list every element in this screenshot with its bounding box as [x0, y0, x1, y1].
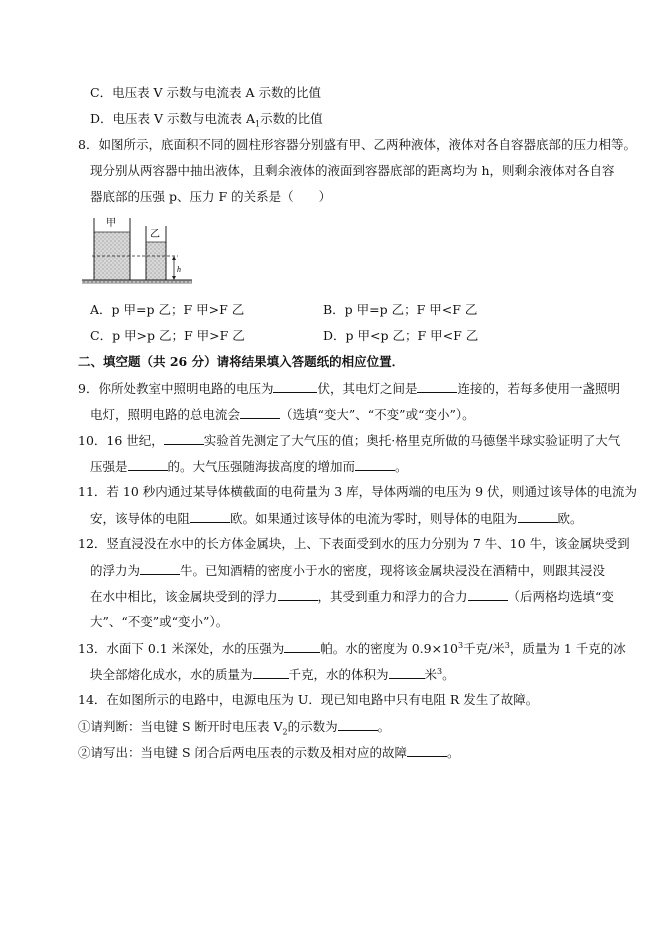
- section-2-heading: [78, 353, 404, 371]
- q8-line3-text: 器底部的压强 p、压力 F 的关系是（ ）: [90, 189, 332, 204]
- q11-text-a: 11．若 10 秒内通过某导体横截面的电荷量为 3 库，导体两端的电压为 9 伏，则通过该导体的电流为: [78, 484, 638, 499]
- q8-option-a[interactable]: [90, 301, 244, 319]
- q10-text-b: 实验首先测定了大气压的值；奥托·格里克所做的马德堡半球实验证明了大气: [203, 433, 621, 448]
- q13-text-e: 米: [424, 667, 438, 682]
- q9-blank-2[interactable]: [417, 379, 457, 393]
- label-jia: 甲: [106, 218, 116, 229]
- q13-blank-3[interactable]: [389, 665, 425, 679]
- q13-text-b3: ，质量为 1 千克的冰: [509, 641, 626, 656]
- q10-text-e: 。: [395, 459, 408, 474]
- option-c-prev-text: C．电压表 V 示数与电流表 A 示数的比值: [90, 85, 322, 100]
- q12-text-f: （后两格均选填“变: [507, 589, 614, 604]
- q13-text-d: 千克，水的体积为: [288, 667, 389, 682]
- q9-line2: [90, 405, 475, 424]
- label-yi: 乙: [150, 229, 160, 240]
- q14-text-a: 14．在如图所示的电路中，电源电压为 U．现已知电路中只有电阻 R 发生了故障。: [78, 692, 539, 707]
- q12-text-b: 的浮力为: [90, 563, 141, 578]
- q12-text-d: 在水中相比，该金属块受到的浮力: [90, 589, 278, 604]
- q8-option-b[interactable]: [323, 301, 477, 319]
- q8-line1-text: 8．如图所示，底面积不同的圆柱形容器分别盛有甲、乙两种液体，液体对各自容器底部的压力相等。: [78, 137, 636, 152]
- q13-line1: [78, 639, 626, 658]
- q13-text-b2: 千克/米: [463, 641, 505, 656]
- q14-sub-v2: 2: [282, 727, 288, 737]
- q13-text-a: 13．水面下 0.1 米深处，水的压强为: [78, 641, 285, 656]
- q12-text-g: 大”、“不变”或“变小”）。: [90, 614, 229, 629]
- q10-text-d: 的。大气压强随海拔高度的增加而: [167, 459, 356, 474]
- q12-line1: [78, 535, 630, 553]
- q11-line1: [78, 483, 637, 501]
- q13-blank-2[interactable]: [253, 665, 289, 679]
- q8-line2-text: 现分别从两容器中抽出液体，且剩余液体的液面到容器底部的距离均为 h，则剩余液体对各自容: [90, 163, 615, 178]
- q10-text-c: 压强是: [90, 459, 128, 474]
- q9-text-a: 9．你所处教室中照明电路的电压为: [78, 381, 274, 396]
- q9-line1: [78, 379, 620, 398]
- q11-text-c: 欧。如果通过该导体的电流为零时，则导体的电阻为: [230, 511, 518, 526]
- q14-blank-1[interactable]: [338, 717, 378, 731]
- q12-line4: [90, 613, 228, 631]
- q12-text-a: 12．竖直浸没在水中的长方体金属块，上、下表面受到水的压力分别为 7 牛、10 牛，该金属块受到: [78, 536, 630, 551]
- q14-line1: [78, 691, 538, 709]
- q13-sup-1: 3: [457, 640, 464, 650]
- q8-option-d-text: D．p 甲<p 乙；F 甲<F 乙: [323, 328, 479, 343]
- q13-line2: [90, 665, 455, 684]
- q10-line1: [78, 431, 620, 450]
- q11-text-b: 安，该导体的电阻: [90, 511, 191, 526]
- q12-line2: [90, 561, 605, 580]
- q14-text-c2: 。: [447, 745, 460, 760]
- q10-blank-1[interactable]: [164, 431, 204, 445]
- q12-blank-3[interactable]: [468, 587, 508, 601]
- q13-text-c: 块全部熔化成水，水的质量为: [90, 667, 253, 682]
- q8-line1: [78, 136, 636, 154]
- q8-line3: [90, 188, 331, 206]
- q12-text-c: 牛。已知酒精的密度小于水的密度，现将该金属块浸没在酒精中，则跟其浸没: [180, 563, 606, 578]
- option-d-prev: [90, 110, 323, 128]
- option-d-prev-sub: 1: [255, 119, 261, 129]
- q10-blank-2[interactable]: [128, 457, 168, 471]
- option-d-prev-text: D．电压表 V 示数与电流表 A: [90, 111, 255, 126]
- q14-text-b1: ①请判断：当电键 S 断开时电压表 V: [78, 719, 283, 734]
- q9-blank-1[interactable]: [273, 379, 317, 393]
- q9-text-e: （选填“变大”、“不变”或“变小”）。: [280, 407, 475, 422]
- q14-text-c1: ②请写出：当电键 S 闭合后两电压表的示数及相对应的故障: [78, 745, 408, 760]
- h-arrow: [172, 256, 176, 280]
- q9-text-d: 电灯，照明电路的总电流会: [90, 407, 241, 422]
- q8-container-figure: [82, 212, 194, 288]
- section-2-heading-text: 二、填空题（共 26 分）请将结果填入答题纸的相应位置．: [78, 354, 405, 369]
- q9-text-b: 伏，其电灯之间是: [317, 381, 418, 396]
- q11-text-d: 欧。: [557, 511, 583, 526]
- q14-blank-2[interactable]: [407, 743, 447, 757]
- q11-blank-2[interactable]: [190, 509, 230, 523]
- q11-line2: [90, 509, 583, 528]
- q13-sup-3: 3: [437, 666, 443, 676]
- q8-option-c[interactable]: [90, 327, 245, 345]
- q12-line3: [90, 587, 614, 606]
- q12-blank-1[interactable]: [140, 561, 180, 575]
- q12-blank-2[interactable]: [278, 587, 318, 601]
- q14-line3: [78, 743, 460, 762]
- q14-text-b3: 。: [377, 719, 391, 734]
- q9-text-c: 连接的，若每多使用一盏照明: [457, 381, 620, 396]
- q13-blank-1[interactable]: [284, 639, 320, 653]
- q13-text-b: 帕。水的密度为 0.9×10: [320, 641, 458, 656]
- q8-option-d[interactable]: [323, 327, 478, 345]
- q9-blank-3[interactable]: [240, 405, 280, 419]
- q11-blank-3[interactable]: [518, 509, 558, 523]
- q8-option-a-text: A．p 甲=p 乙；F 甲>F 乙: [90, 302, 245, 317]
- q13-text-f: 。: [442, 667, 455, 682]
- ground-surface: [82, 280, 192, 284]
- option-d-prev-text-post: 示数的比值: [260, 111, 323, 126]
- q10-text-a: 10．16 世纪，: [78, 433, 164, 448]
- h-label: h: [177, 265, 181, 274]
- q8-option-b-text: B．p 甲=p 乙；F 甲<F 乙: [323, 302, 478, 317]
- q12-text-e: ，其受到重力和浮力的合力: [317, 589, 468, 604]
- q14-text-b2: 的示数为: [287, 719, 338, 734]
- q10-line2: [90, 457, 408, 476]
- q14-line2: [78, 717, 390, 736]
- q8-option-c-text: C．p 甲>p 乙；F 甲>F 乙: [90, 328, 245, 343]
- q8-line2: [90, 162, 615, 180]
- option-c-prev: [90, 84, 321, 102]
- q10-blank-3[interactable]: [355, 457, 395, 471]
- q13-sup-2: 3: [504, 640, 510, 650]
